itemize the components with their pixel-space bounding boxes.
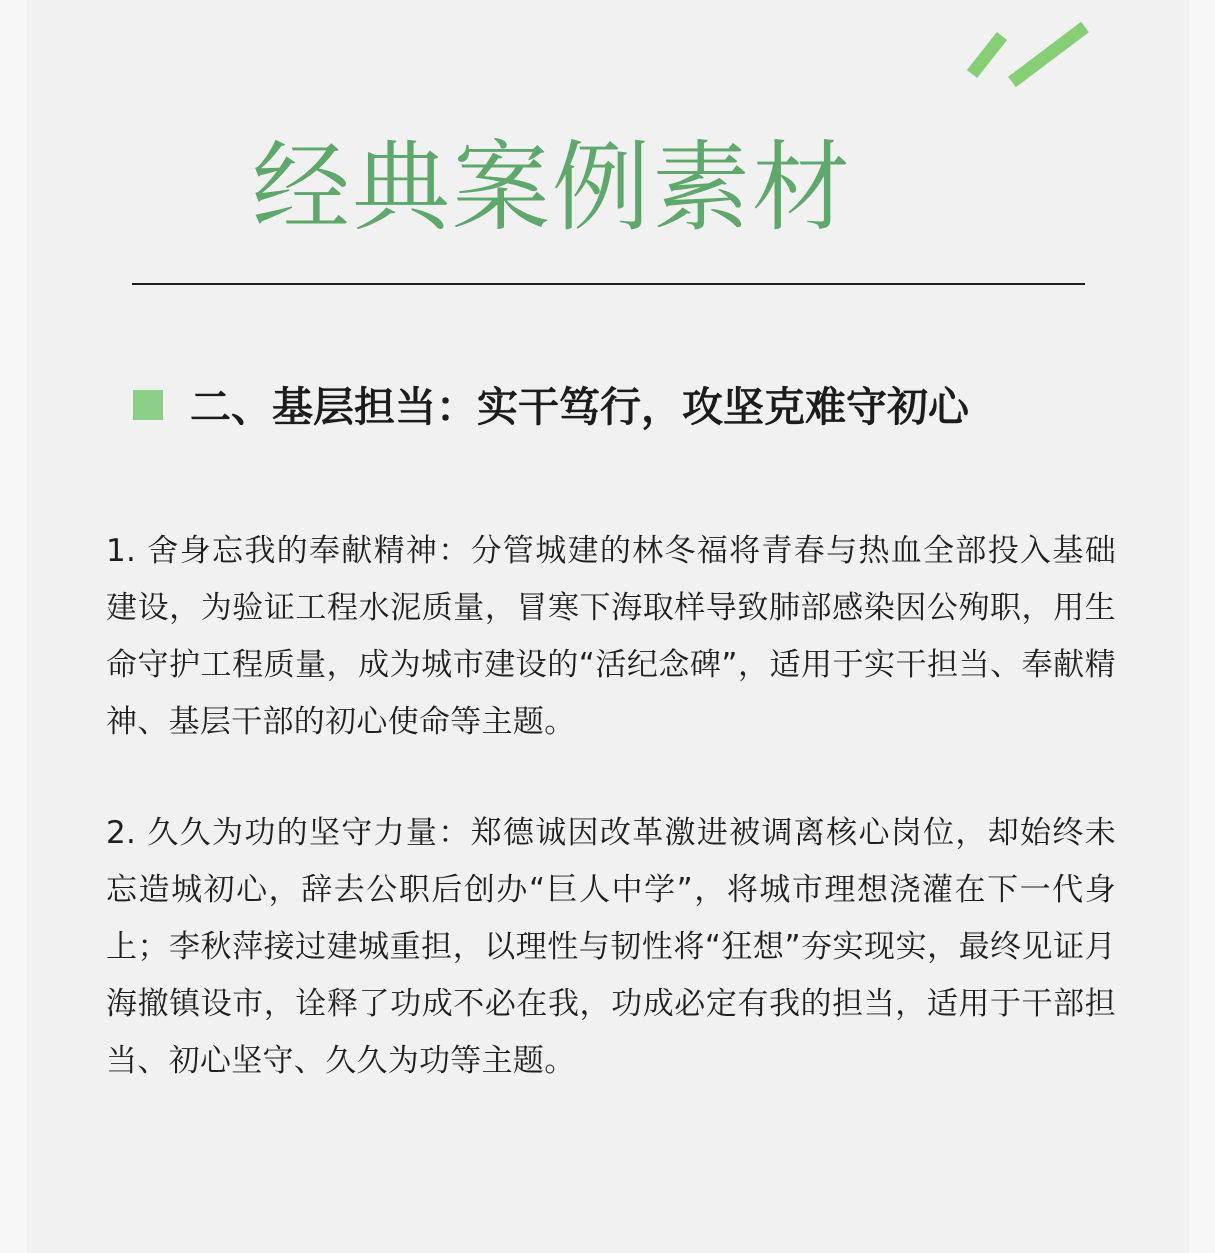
- section-bullet-icon: [133, 390, 163, 420]
- title-divider: [132, 283, 1085, 285]
- case-paragraph-2: 2. 久久为功的坚守力量：郑德诚因改革激进被调离核心岗位，却始终未忘造城初心，辞去公职后创办“巨人中学”，将城市理想浇灌在下一代身上；李秋萍接过建城重担，以理性与韧性将“狂想”夯实现实，最终见证月海撤镇设市，诠释了功成不必在我，功成必定有我的担当，适用于干部担当、初心坚守、久久为功等主题。: [106, 815, 1116, 1079]
- case-paragraph-1: 1. 舍身忘我的奉献精神：分管城建的林冬福将青春与热血全部投入基础建设，为验证工程水泥质量，冒寒下海取样导致肺部感染因公殉职，用生命守护工程质量，成为城市建设的“活纪念碑”，适用于实干担当、奉献精神、基层干部的初心使命等主题。: [106, 533, 1116, 740]
- document-page: [27, 0, 1189, 1253]
- section-heading: 二、基层担当：实干笃行，攻坚克难守初心: [190, 383, 969, 431]
- page-title: 经典案例素材: [252, 131, 853, 245]
